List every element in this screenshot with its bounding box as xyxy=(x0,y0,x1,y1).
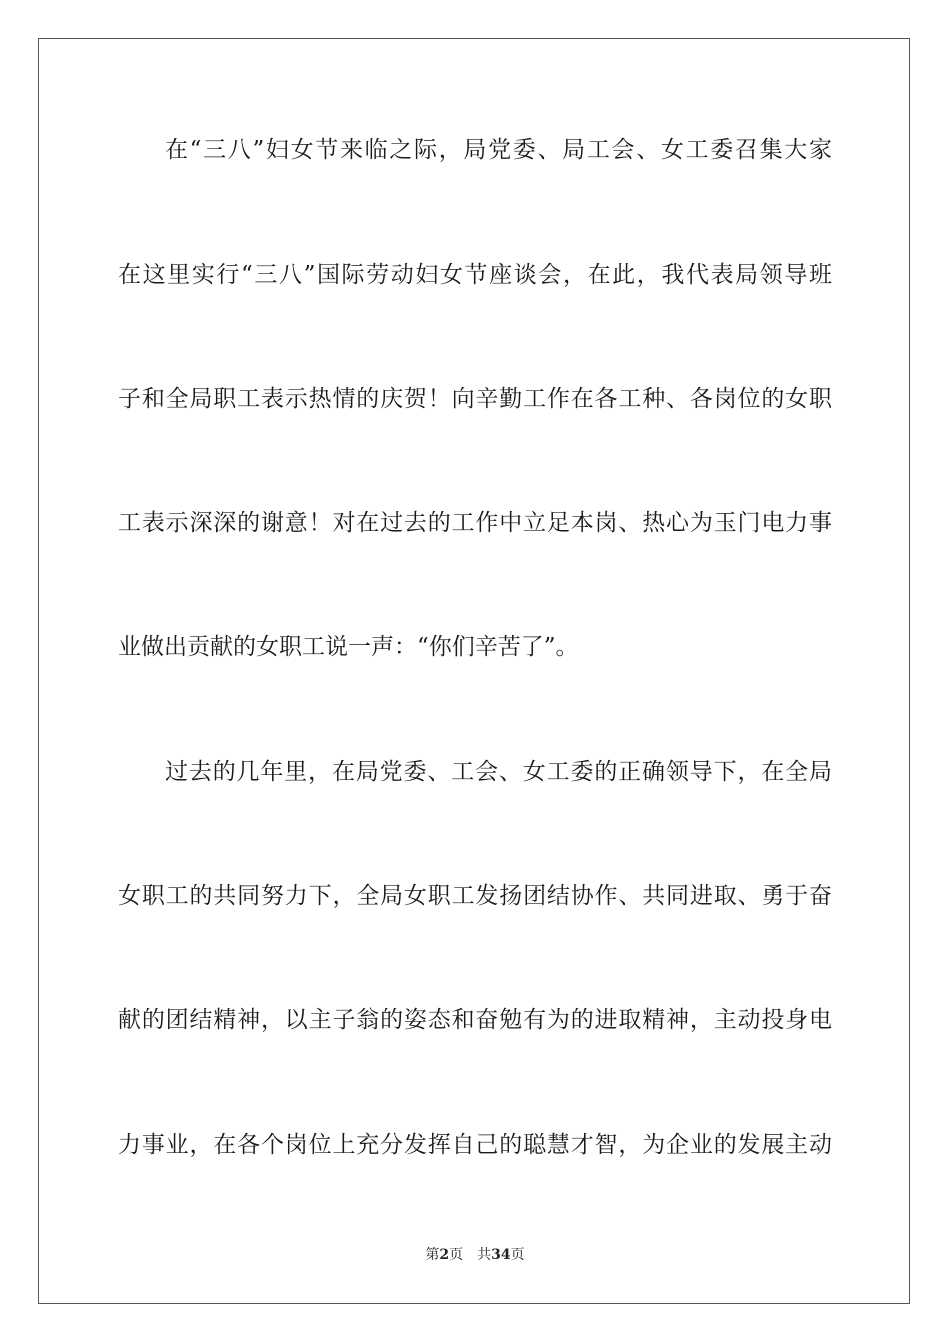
paragraph-1-line-4: 工表示深深的谢意！对在过去的工作中立足本岗、热心为玉门电力事 xyxy=(118,510,832,536)
paragraph-1-line-1: 在“三八”妇女节来临之际，局党委、局工会、女工委召集大家 xyxy=(165,137,832,163)
total-prefix: 共 xyxy=(477,1247,492,1263)
page-border xyxy=(38,38,910,1304)
paragraph-1-line-5: 业做出贡献的女职工说一声：“你们辛苦了”。 xyxy=(118,634,579,660)
page-total: 34 xyxy=(491,1247,511,1263)
paragraph-2-line-2: 女职工的共同努力下，全局女职工发扬团结协作、共同进取、勇于奋 xyxy=(118,883,832,909)
page-footer xyxy=(0,1246,950,1264)
page-current: 2 xyxy=(439,1247,450,1263)
paragraph-1-line-3: 子和全局职工表示热情的庆贺！向辛勤工作在各工种、各岗位的女职 xyxy=(118,386,832,412)
total-suffix: 页 xyxy=(510,1247,525,1263)
paragraph-1-line-2: 在这里实行“三八”国际劳动妇女节座谈会，在此，我代表局领导班 xyxy=(118,262,832,288)
paragraph-2-line-4: 力事业，在各个岗位上充分发挥自己的聪慧才智，为企业的发展主动 xyxy=(118,1132,832,1158)
paragraph-2-line-1: 过去的几年里，在局党委、工会、女工委的正确领导下，在全局 xyxy=(165,759,832,785)
page-suffix: 页 xyxy=(449,1247,464,1263)
paragraph-2-line-3: 献的团结精神，以主子翁的姿态和奋勉有为的进取精神，主动投身电 xyxy=(118,1007,832,1033)
page-prefix: 第 xyxy=(425,1247,440,1263)
